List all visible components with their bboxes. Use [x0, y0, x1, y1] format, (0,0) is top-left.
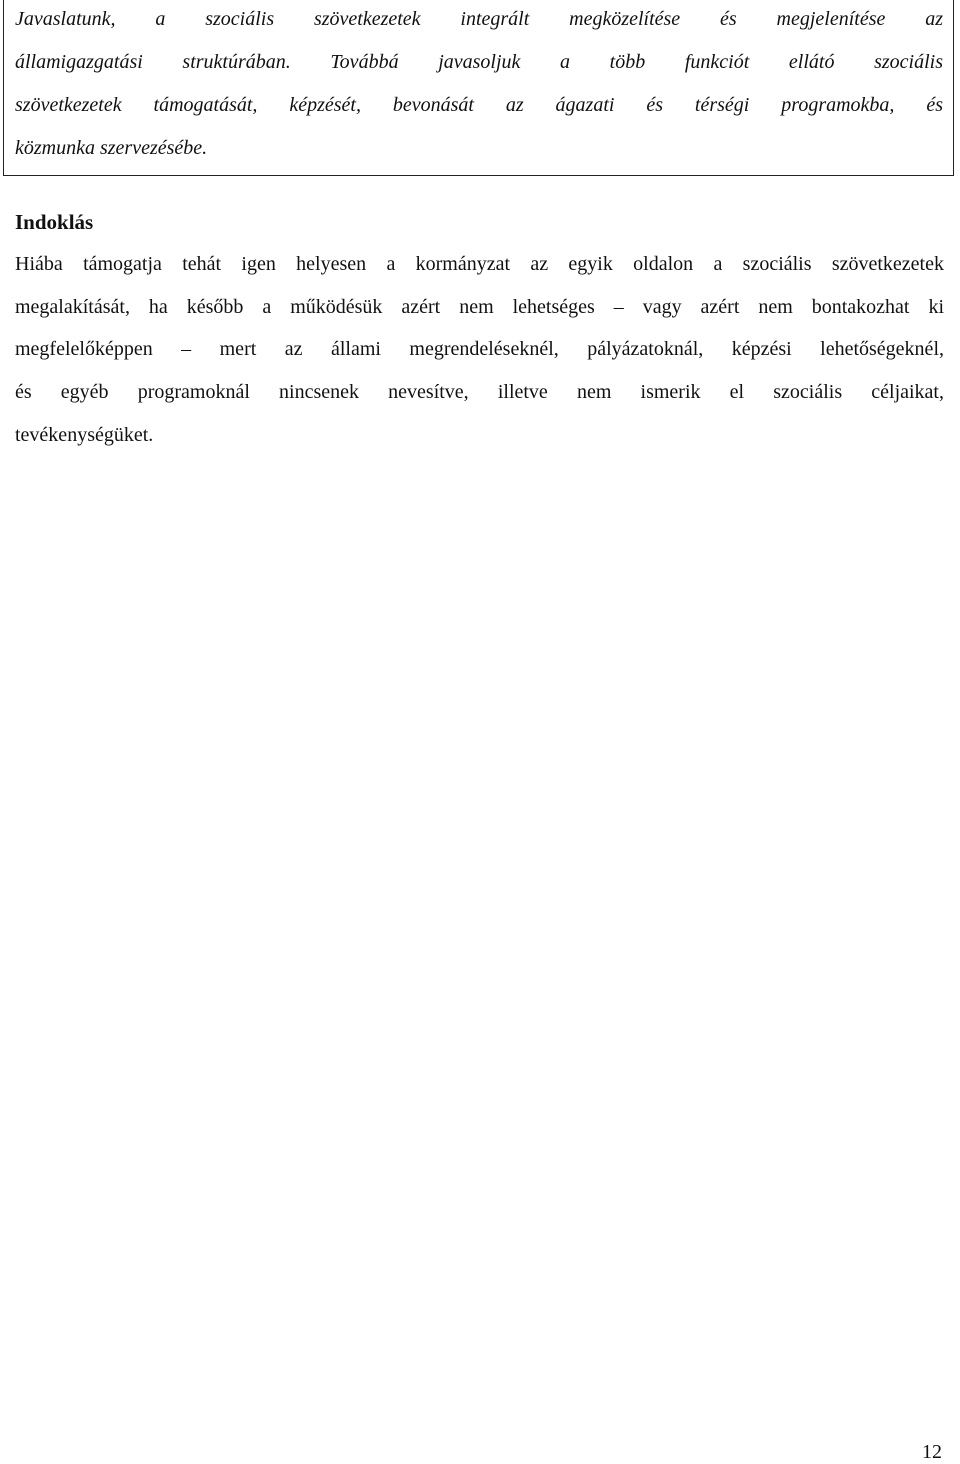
page-number: 12: [922, 1441, 942, 1463]
body-line-2: megalakítását, ha később a működésük azért nem lehetséges – vagy azért nem bontakozhat ki: [15, 296, 944, 318]
proposal-line-1: Javaslatunk, a szociális szövetkezetek integrált megközelítése és megjelenítése az: [15, 8, 943, 30]
body-line-4: és egyéb programoknál nincsenek nevesítve, illetve nem ismerik el szociális céljaikat,: [15, 381, 944, 403]
body-line-5: tevékenységüket.: [15, 424, 154, 446]
body-line-1: Hiába támogatja tehát igen helyesen a kormányzat az egyik oldalon a szociális szövetkezetek: [15, 253, 944, 275]
proposal-line-2: államigazgatási struktúrában. Továbbá javasoljuk a több funkciót ellátó szociális: [15, 51, 943, 73]
proposal-line-3: szövetkezetek támogatását, képzését, bevonását az ágazati és térségi programokba, és: [15, 94, 943, 116]
section-heading: Indoklás: [15, 210, 94, 234]
proposal-line-4: közmunka szervezésébe.: [15, 137, 208, 159]
body-line-3: megfelelőképpen – mert az állami megrendeléseknél, pályázatoknál, képzési lehetőségeknél,: [15, 338, 944, 360]
